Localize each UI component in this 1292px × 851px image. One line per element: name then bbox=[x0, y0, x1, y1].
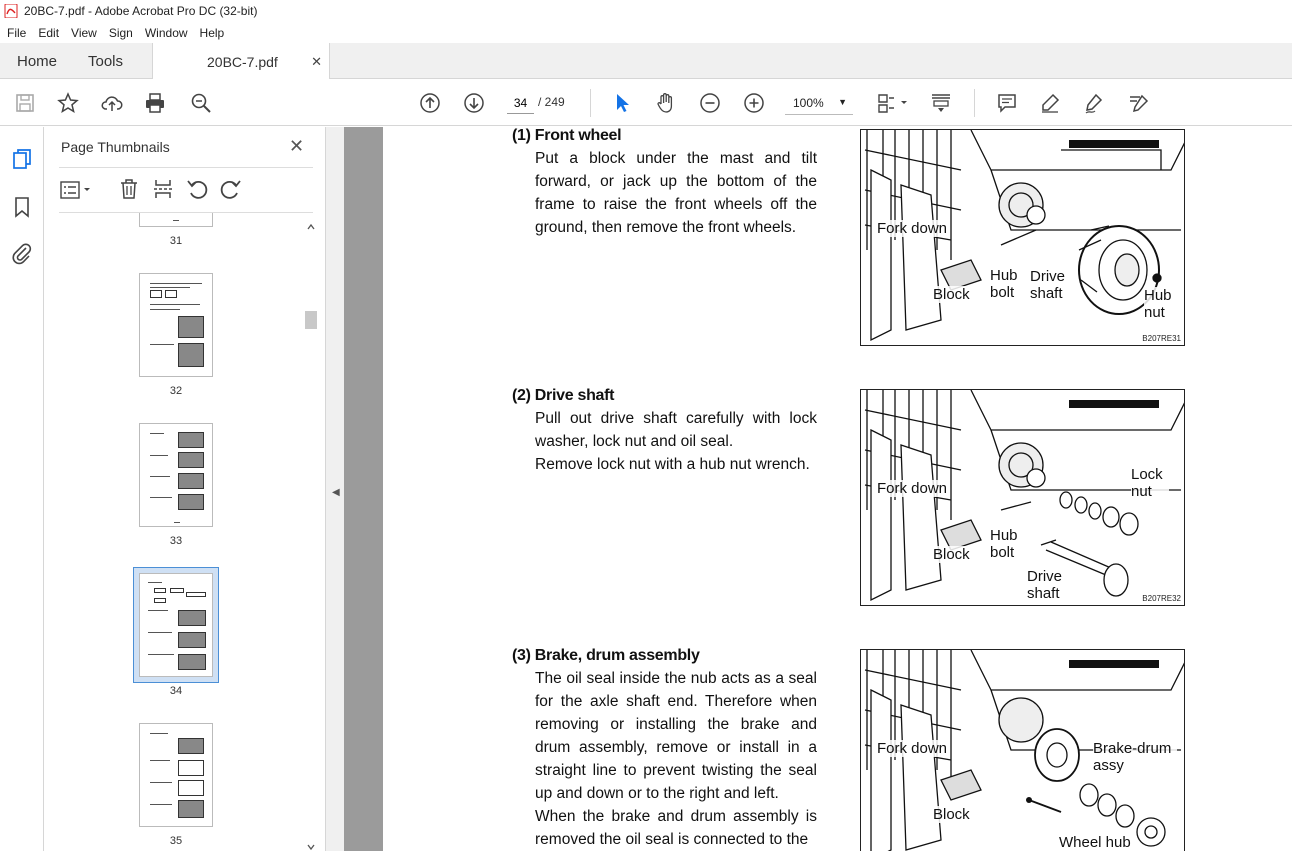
upload-cloud-icon[interactable] bbox=[100, 91, 124, 115]
figure-label: Drive shaft bbox=[1030, 268, 1070, 302]
figure-label: Fork down bbox=[877, 220, 948, 237]
figure-label: Hub bolt bbox=[990, 267, 1022, 301]
menu-bar bbox=[0, 22, 1292, 43]
zoom-in-icon[interactable] bbox=[742, 91, 766, 115]
zoom-value: 100% bbox=[793, 95, 824, 110]
zoom-level-select[interactable] bbox=[785, 91, 853, 115]
title-bar bbox=[0, 0, 1292, 22]
page-thumbnail[interactable] bbox=[139, 723, 213, 827]
figure-code: B207RE32 bbox=[1142, 594, 1181, 603]
panel-splitter[interactable] bbox=[325, 127, 344, 851]
menu-sign[interactable]: Sign bbox=[108, 25, 133, 40]
figure-brake-drum bbox=[860, 649, 1185, 851]
panel-title: Page Thumbnails bbox=[61, 139, 170, 155]
toolbar-divider bbox=[974, 89, 975, 117]
select-cursor-icon[interactable] bbox=[610, 91, 634, 115]
rotate-counterclockwise-icon[interactable] bbox=[185, 177, 209, 201]
figure-label: Hub bolt bbox=[990, 527, 1022, 561]
zoom-out-icon[interactable] bbox=[698, 91, 722, 115]
section-paragraph: Remove lock nut with a hub nut wrench. bbox=[535, 456, 810, 473]
toolbar-divider bbox=[590, 89, 591, 117]
section-title: (1) Front wheel bbox=[512, 127, 622, 144]
section-paragraph: When the brake and drum assembly is removed the oil seal is connected to the bbox=[535, 808, 817, 848]
page-total: / 249 bbox=[538, 95, 565, 109]
save-icon[interactable] bbox=[13, 91, 37, 115]
menu-view[interactable]: View bbox=[71, 25, 97, 40]
figure-label: Lock nut bbox=[1131, 466, 1169, 500]
window-title: 20BC-7.pdf - Adobe Acrobat Pro DC (32-bit) bbox=[24, 4, 258, 18]
section-title: (2) Drive shaft bbox=[512, 387, 615, 404]
thumbnail-list bbox=[45, 213, 305, 851]
figure-label: Block bbox=[933, 546, 970, 563]
page-thumbnail[interactable] bbox=[139, 213, 213, 227]
thumbnail-scrollbar[interactable] bbox=[305, 223, 317, 851]
next-page-icon[interactable] bbox=[462, 91, 486, 115]
figure-label: Fork down bbox=[877, 480, 948, 497]
scroll-down-icon[interactable] bbox=[307, 843, 315, 851]
close-panel-icon[interactable]: ✕ bbox=[289, 136, 305, 156]
menu-file[interactable]: File bbox=[7, 25, 27, 40]
page-thumbnail-number: 35 bbox=[169, 835, 183, 847]
delete-trash-icon[interactable] bbox=[117, 177, 141, 201]
figure-label: Wheel hub bbox=[1059, 834, 1131, 851]
collapse-panel-icon[interactable]: ◀ bbox=[332, 487, 340, 498]
close-tab-icon[interactable]: ✕ bbox=[311, 54, 322, 69]
comment-icon[interactable] bbox=[995, 91, 1019, 115]
menu-edit[interactable]: Edit bbox=[38, 25, 60, 40]
document-page bbox=[383, 127, 1292, 851]
tab-home[interactable]: Home bbox=[17, 52, 58, 70]
menu-help[interactable]: Help bbox=[199, 25, 225, 40]
figure-label: Brake-drum assy bbox=[1093, 740, 1177, 774]
section-paragraph: The oil seal inside the nub acts as a seal for the axle shaft end. Therefore when removing or installing the brake and drum assembly, remove or install in a straight line to prevent twisting the seal up and down or to the right and left. bbox=[535, 670, 817, 802]
page-thumbnail-number: 34 bbox=[169, 685, 183, 697]
section-title: (3) Brake, drum assembly bbox=[512, 647, 700, 664]
attachments-paperclip-icon[interactable] bbox=[10, 241, 34, 265]
chevron-down-icon: ▼ bbox=[838, 97, 847, 107]
thumbnail-options-icon[interactable] bbox=[59, 179, 95, 201]
hand-tool-icon[interactable] bbox=[654, 91, 678, 115]
figure-label: Drive shaft bbox=[1027, 568, 1069, 602]
panel-divider bbox=[59, 167, 313, 168]
acrobat-pdf-icon bbox=[4, 4, 18, 18]
bookmark-star-icon[interactable] bbox=[56, 91, 80, 115]
figure-code: B207RE31 bbox=[1142, 334, 1181, 343]
scroll-up-icon[interactable] bbox=[307, 223, 315, 231]
tab-bar bbox=[0, 43, 1292, 79]
page-thumbnail[interactable] bbox=[139, 273, 213, 377]
toolbar bbox=[0, 79, 1292, 126]
tab-tools[interactable]: Tools bbox=[88, 52, 124, 70]
print-icon[interactable] bbox=[143, 91, 167, 115]
page-thumbnail-selected[interactable] bbox=[139, 573, 213, 677]
extract-pages-icon[interactable] bbox=[151, 177, 175, 201]
page-thumbnail-number: 31 bbox=[169, 235, 183, 247]
section-paragraph: Pull out drive shaft carefully with lock washer, lock nut and oil seal. bbox=[535, 410, 817, 450]
menu-window[interactable]: Window bbox=[144, 25, 188, 40]
figure-label: Fork down bbox=[877, 740, 948, 757]
rotate-clockwise-icon[interactable] bbox=[219, 177, 243, 201]
fill-sign-icon[interactable] bbox=[1126, 91, 1150, 115]
document-tab-label: 20BC-7.pdf bbox=[207, 53, 278, 70]
previous-page-icon[interactable] bbox=[418, 91, 442, 115]
thumbnails-panel bbox=[45, 127, 325, 851]
bookmarks-icon[interactable] bbox=[10, 195, 34, 219]
page-layout-icon[interactable] bbox=[876, 91, 910, 115]
page-thumbnail-number: 32 bbox=[169, 385, 183, 397]
page-thumbnail[interactable] bbox=[139, 423, 213, 527]
page-thumbnail-number: 33 bbox=[169, 535, 183, 547]
figure-drive-shaft bbox=[860, 389, 1185, 606]
thumbnail-tools bbox=[59, 177, 313, 203]
figure-label: Block bbox=[933, 806, 970, 823]
page-number-input[interactable] bbox=[507, 92, 534, 114]
draw-sign-icon[interactable] bbox=[1082, 91, 1106, 115]
navigation-rail bbox=[0, 127, 44, 851]
search-zoom-icon[interactable] bbox=[189, 91, 213, 115]
document-gutter bbox=[344, 127, 383, 851]
figure-label: Block bbox=[933, 286, 970, 303]
scroll-mode-icon[interactable] bbox=[929, 91, 953, 115]
section-paragraph: Put a block under the mast and tilt forward, or jack up the bottom of the frame to raise the front wheels off the ground, then remove the front wheels. bbox=[535, 150, 817, 236]
forklift-illustration bbox=[861, 130, 1185, 346]
figure-label: Hub nut bbox=[1144, 287, 1174, 321]
tab-document[interactable] bbox=[152, 43, 330, 80]
figure-front-wheel bbox=[860, 129, 1185, 346]
scrollbar-thumb[interactable] bbox=[305, 311, 317, 329]
highlight-pen-icon[interactable] bbox=[1038, 91, 1062, 115]
page-thumbnails-icon[interactable] bbox=[10, 147, 34, 171]
